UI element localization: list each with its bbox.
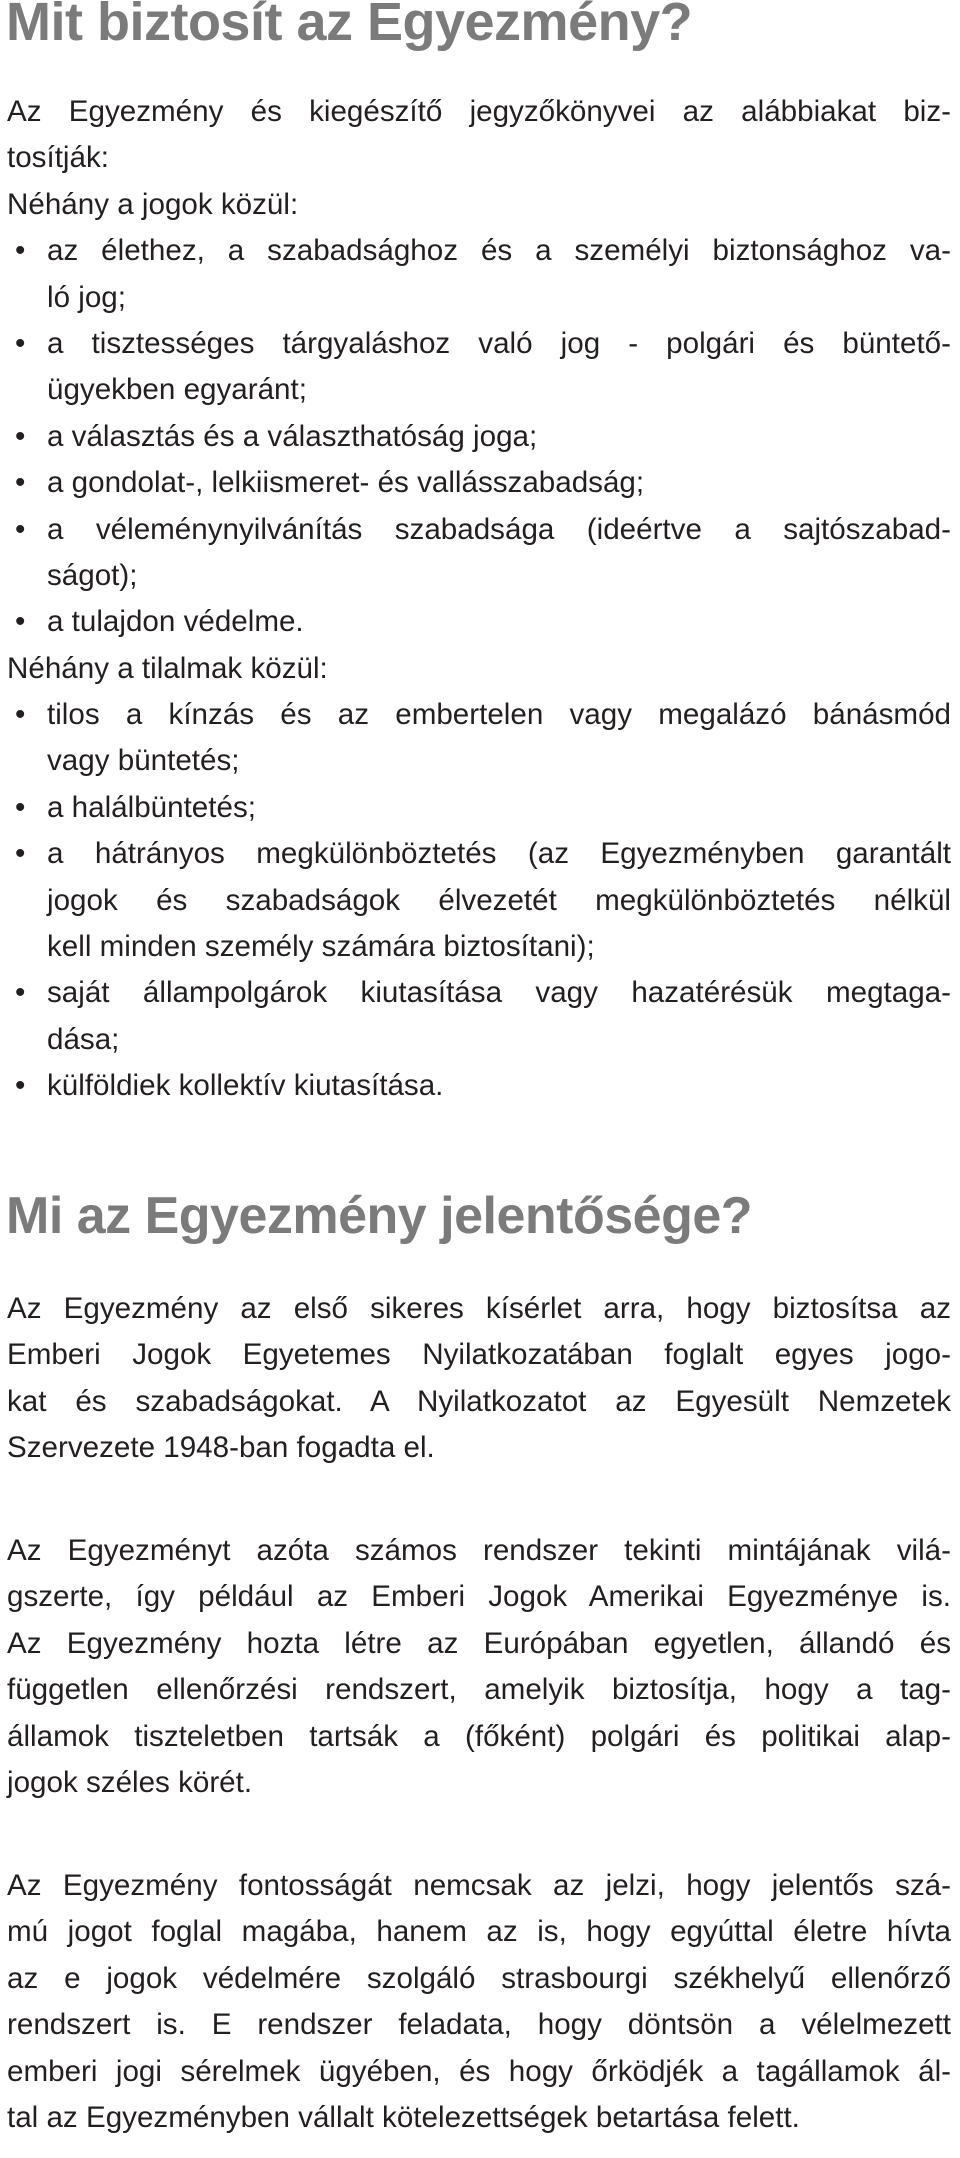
- paragraph-line: Az Egyezmény az első sikeres kísérlet arra, hogy biztosítsa az: [7, 1292, 951, 1325]
- prohibitions-list-item: • külföldiek kollektív kiutasítása.: [7, 1063, 951, 1109]
- paragraph-line: gszerte, így például az Emberi Jogok Amerikai Egyezménye is.: [7, 1580, 951, 1614]
- rights-heading: Néhány a jogok közül:: [7, 187, 299, 221]
- paragraph-line: emberi jogi sérelmek ügyében, és hogy őrködjék a tagállamok ál-: [7, 2054, 951, 2088]
- bullet-icon: •: [15, 837, 26, 871]
- prohibitions-list-item: • a hátrányos megkülönböztetés (az Egyezményben garantált: [7, 831, 951, 877]
- prohibitions-list-item-cont: dása;: [47, 1022, 120, 1056]
- rights-list-item-cont: ságot);: [47, 558, 138, 592]
- rights-list-item: • a tulajdon védelme.: [7, 599, 951, 645]
- bullet-icon: •: [15, 419, 26, 453]
- paragraph-line: kat és szabadságokat. A Nyilatkozatot az Egyesült Nemzetek: [7, 1384, 951, 1418]
- section1-title: Mit biztosít az Egyezmény?: [6, 0, 693, 52]
- paragraph-line: mú jogot foglal magába, hanem az is, hogy egyúttal életre hívta: [7, 1915, 951, 1949]
- intro-line: tosítják:: [7, 141, 109, 175]
- rights-list-item: • az élethez, a szabadsághoz és a személyi biztonsághoz va-: [7, 228, 951, 274]
- paragraph-line: független ellenőrzési rendszert, amelyik biztosítja, hogy a tag-: [7, 1673, 951, 1707]
- paragraph: [7, 1286, 951, 1472]
- bullet-icon: •: [15, 512, 26, 546]
- prohibitions-list-item: • saját állampolgárok kiutasítása vagy hazatérésük megtaga-: [7, 970, 951, 1016]
- paragraph-line: Az Egyezmény hozta létre az Európában egyetlen, állandó és: [7, 1626, 951, 1660]
- prohibitions-list-item: • a halálbüntetés;: [7, 785, 951, 831]
- paragraph-line: rendszert is. E rendszer feladata, hogy döntsön a vélelmezett: [7, 2008, 951, 2042]
- bullet-icon: •: [15, 234, 26, 268]
- section1-body: [7, 89, 951, 1110]
- rights-list-item-cont: ügyekben egyaránt;: [47, 373, 307, 407]
- bullet-icon: •: [15, 605, 26, 639]
- paragraph-line: jogok széles körét.: [7, 1765, 253, 1799]
- rights-list-item: • a választás és a választhatóság joga;: [7, 414, 951, 460]
- prohibitions-list-item-cont: jogok és szabadságok élvezetét megkülönböztetés nélkül: [47, 883, 951, 917]
- paragraph-line: államok tiszteletben tartsák a (főként) polgári és politikai alap-: [7, 1719, 951, 1753]
- section2-title: Mi az Egyezmény jelentősége?: [6, 1187, 753, 1245]
- paragraph-line: Emberi Jogok Egyetemes Nyilatkozatában foglalt egyes jogo-: [7, 1338, 951, 1372]
- paragraph-line: Az Egyezmény fontosságát nemcsak az jelzi, hogy jelentős szá-: [7, 1869, 951, 1902]
- paragraph: [7, 1863, 951, 2141]
- bullet-icon: •: [15, 790, 26, 824]
- paragraph-line: az e jogok védelmére szolgáló strasbourgi székhelyű ellenőrző: [7, 1961, 951, 1995]
- paragraph-line: Szervezete 1948-ban fogadta el.: [7, 1431, 435, 1465]
- bullet-icon: •: [15, 1069, 26, 1103]
- intro-line: Az Egyezmény és kiegészítő jegyzőkönyvei az alábbiakat biz-: [7, 95, 951, 128]
- rights-list-item: • a véleménynyilvánítás szabadsága (ideértve a sajtószabad-: [7, 507, 951, 553]
- bullet-icon: •: [15, 326, 26, 360]
- prohibitions-list-item-cont: vagy büntetés;: [47, 744, 240, 778]
- paragraph-line: tal az Egyezményben vállalt kötelezettségek betartása felett.: [7, 2100, 800, 2134]
- bullet-icon: •: [15, 466, 26, 500]
- rights-list-item: • a gondolat-, lelkiismeret- és vallásszabadság;: [7, 460, 951, 506]
- prohibitions-list-item: • tilos a kínzás és az embertelen vagy megalázó bánásmód: [7, 692, 951, 738]
- bullet-icon: •: [15, 698, 26, 732]
- paragraph: [7, 1528, 951, 1806]
- prohibitions-list-item-cont: kell minden személy számára biztosítani);: [47, 930, 595, 964]
- prohibitions-heading: Néhány a tilalmak közül:: [7, 651, 328, 685]
- rights-list-item-cont: ló jog;: [47, 280, 126, 314]
- rights-list-item: • a tisztességes tárgyaláshoz való jog - polgári és büntető-: [7, 321, 951, 367]
- bullet-icon: •: [15, 976, 26, 1010]
- paragraph-line: Az Egyezményt azóta számos rendszer tekinti mintájának vilá-: [7, 1534, 951, 1567]
